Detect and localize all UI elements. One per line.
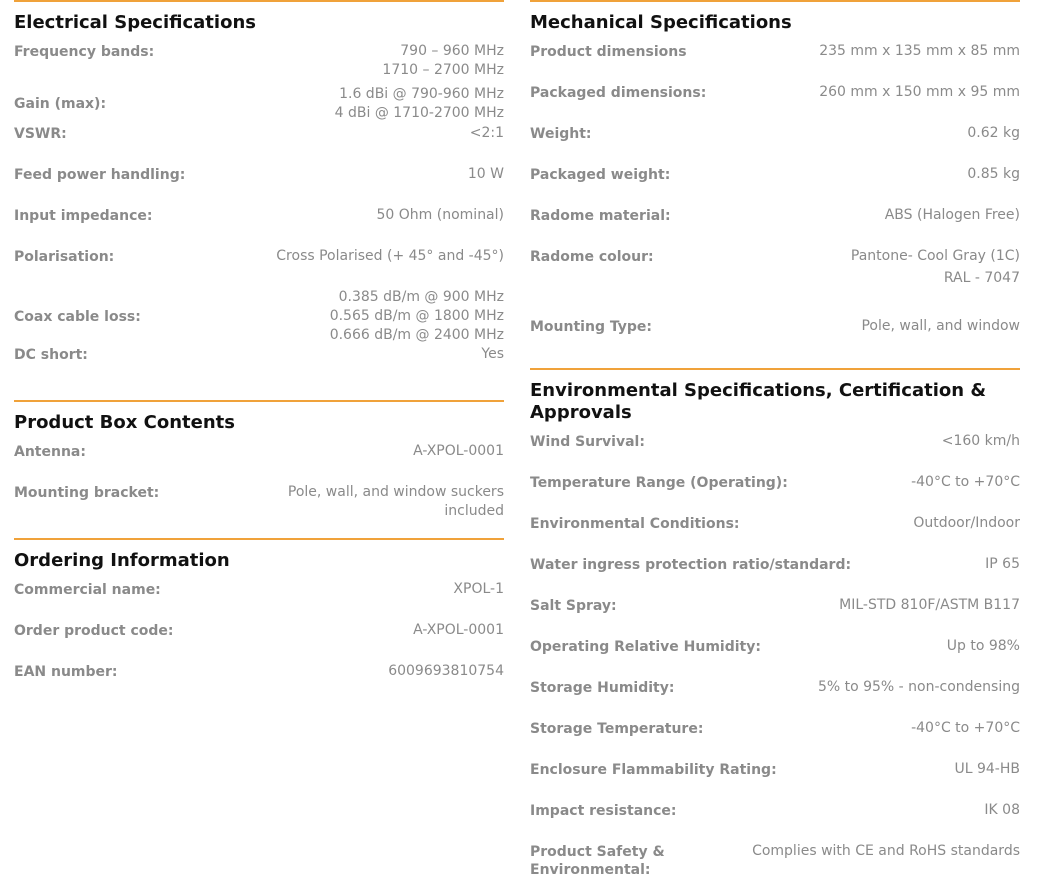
spec-row-frequency-bands (14, 42, 504, 83)
spec-value (335, 85, 504, 123)
spec-row-packaged-dimensions (530, 83, 1020, 124)
spec-label: Frequency bands: (14, 44, 155, 60)
spec-value (453, 580, 504, 599)
spec-value-line: 0.666 dB/m @ 2400 MHz (329, 327, 504, 343)
spec-value (819, 42, 1020, 61)
spec-value (967, 124, 1020, 143)
spec-value (861, 317, 1020, 336)
spec-label: Coax cable loss: (14, 309, 141, 325)
spec-value-line: 0.385 dB/m @ 900 MHz (338, 289, 504, 305)
spec-label: Product Safety & Environmental: (530, 844, 665, 878)
spec-value-line: UL 94-HB (954, 761, 1020, 777)
spec-value (468, 165, 504, 184)
spec-row-impact-resistance (530, 801, 1020, 842)
spec-value (911, 719, 1020, 738)
spec-label: Packaged dimensions: (530, 85, 707, 101)
spec-row-input-impedance (14, 206, 504, 247)
spec-row-dc-short (14, 345, 504, 386)
spec-row-polarisation (14, 247, 504, 288)
spec-row-operating-relative-humidity (530, 637, 1020, 678)
section-ordering-information (14, 538, 504, 703)
spec-label: Commercial name: (14, 582, 161, 598)
spec-row-mounting-type (530, 317, 1020, 358)
spec-value-line: XPOL-1 (453, 581, 504, 597)
spec-value-line: 0.85 kg (967, 166, 1020, 182)
spec-row-water-ingress-protection-ratio-standard (530, 555, 1020, 596)
spec-row-salt-spray (530, 596, 1020, 637)
spec-label: Environmental Conditions: (530, 516, 740, 532)
spec-value (288, 483, 504, 521)
spec-row-wind-survival (530, 432, 1020, 473)
spec-row-radome-material (530, 206, 1020, 247)
section-title: Ordering Information (14, 550, 230, 571)
spec-value (839, 596, 1020, 615)
spec-value-line: MIL-STD 810F/ASTM B117 (839, 597, 1020, 613)
spec-value-line: Pole, wall, and window suckers (287, 484, 504, 500)
spec-value-line: A-XPOL-0001 (413, 443, 504, 459)
spec-value-line: 0.62 kg (967, 125, 1020, 141)
spec-row-radome-colour (530, 247, 1020, 317)
spec-label: Radome material: (530, 208, 671, 224)
spec-value-line: 1.6 dBi @ 790-960 MHz (339, 85, 504, 102)
spec-row-mounting-bracket (14, 483, 504, 524)
spec-row-commercial-name (14, 580, 504, 621)
spec-value-line: 790 – 960 MHz (400, 43, 504, 59)
spec-value (752, 842, 1020, 861)
section-title: Environmental Specifications, Certification & Approvals (530, 380, 987, 423)
spec-label: Storage Humidity: (530, 680, 675, 696)
spec-row-product-safety-environmental (530, 842, 1020, 883)
section-title: Mechanical Specifications (530, 12, 792, 33)
spec-value (330, 288, 504, 345)
spec-label: Gain (max): (14, 96, 107, 112)
spec-value (967, 165, 1020, 184)
spec-label: Product dimensions (530, 44, 687, 60)
spec-label: VSWR: (14, 126, 67, 142)
spec-value-line: Pole, wall, and window (861, 318, 1020, 334)
spec-label: Polarisation: (14, 249, 115, 265)
spec-value-line: A-XPOL-0001 (413, 622, 504, 638)
spec-label: EAN number: (14, 664, 118, 680)
left-column (14, 0, 504, 703)
section-electrical-specifications (14, 0, 504, 386)
spec-value-line: 4 dBi @ 1710-2700 MHz (334, 104, 504, 121)
spec-label: Packaged weight: (530, 167, 671, 183)
spec-label: Order product code: (14, 623, 174, 639)
section-title: Product Box Contents (14, 412, 235, 433)
spec-value-line: Yes (481, 346, 504, 362)
spec-row-environmental-conditions (530, 514, 1020, 555)
spec-value (985, 555, 1020, 574)
spec-row-packaged-weight (530, 165, 1020, 206)
spec-label: Radome colour: (530, 249, 654, 265)
spec-label: Temperature Range (Operating): (530, 475, 788, 491)
spec-row-coax-cable-loss (14, 288, 504, 345)
spec-row-gain-max (14, 83, 504, 124)
spec-value-line: IP 65 (985, 556, 1020, 572)
spec-value (413, 442, 504, 461)
spec-value-line: Cross Polarised (+ 45° and -45°) (276, 248, 504, 264)
spec-value (481, 345, 504, 364)
spec-row-feed-power-handling (14, 165, 504, 206)
spec-row-storage-humidity (530, 678, 1020, 719)
spec-label: Enclosure Flammability Rating: (530, 762, 777, 778)
spec-value-line: 1710 – 2700 MHz (382, 62, 504, 78)
spec-value-line: <160 km/h (941, 433, 1020, 449)
spec-label: Mounting Type: (530, 319, 652, 335)
spec-value (388, 662, 504, 681)
spec-row-vswr (14, 124, 504, 165)
spec-value-line: 235 mm x 135 mm x 85 mm (819, 43, 1020, 59)
spec-value (413, 621, 504, 640)
spec-value-line: -40°C to +70°C (911, 720, 1020, 736)
spec-value-line: 5% to 95% - non-condensing (817, 679, 1020, 695)
spec-value-line: <2:1 (469, 125, 504, 141)
spec-value (913, 514, 1020, 533)
spec-value (947, 637, 1020, 656)
spec-row-product-dimensions (530, 42, 1020, 83)
spec-value-line: ABS (Halogen Free) (884, 207, 1020, 223)
spec-label: Impact resistance: (530, 803, 677, 819)
spec-value (911, 473, 1020, 492)
section-mechanical-specifications (530, 0, 1020, 358)
spec-row-weight (530, 124, 1020, 165)
spec-label: Feed power handling: (14, 167, 186, 183)
spec-value-line: Up to 98% (946, 638, 1020, 654)
section-environmental-specifications-certification-approvals (530, 368, 1020, 883)
spec-label: Antenna: (14, 444, 86, 460)
spec-value (276, 247, 504, 266)
spec-value (377, 206, 504, 225)
spec-value-line: 10 W (467, 166, 504, 182)
spec-row-ean-number (14, 662, 504, 703)
spec-value (382, 42, 504, 80)
spec-value (885, 206, 1020, 225)
spec-label: Water ingress protection ratio/standard: (530, 557, 852, 573)
right-column (530, 0, 1020, 883)
spec-label: DC short: (14, 347, 88, 363)
spec-label: Wind Survival: (530, 434, 645, 450)
spec-label: Salt Spray: (530, 598, 617, 614)
spec-value-line: 0.565 dB/m @ 1800 MHz (329, 308, 504, 324)
spec-value-line: IK 08 (984, 802, 1020, 818)
spec-row-order-product-code (14, 621, 504, 662)
spec-value-line: included (444, 503, 504, 519)
spec-value-line: Complies with CE and RoHS standards (752, 843, 1020, 859)
spec-value-line: -40°C to +70°C (911, 474, 1020, 490)
spec-value-line: Pantone- Cool Gray (1C) (850, 248, 1020, 264)
spec-value (851, 247, 1020, 288)
spec-value-line: 50 Ohm (nominal) (376, 207, 504, 223)
spec-label: Input impedance: (14, 208, 153, 224)
spec-value-line: RAL - 7047 (943, 270, 1020, 286)
section-product-box-contents (14, 400, 504, 524)
spec-label: Weight: (530, 126, 592, 142)
spec-value-line: 6009693810754 (388, 663, 504, 679)
spec-value (942, 432, 1020, 451)
spec-label: Operating Relative Humidity: (530, 639, 761, 655)
spec-value (955, 760, 1021, 779)
spec-value-line: Outdoor/Indoor (913, 515, 1020, 531)
spec-row-storage-temperature (530, 719, 1020, 760)
spec-value-line: 260 mm x 150 mm x 95 mm (819, 84, 1020, 100)
spec-value (470, 124, 504, 143)
spec-value (819, 83, 1020, 102)
spec-label: Storage Temperature: (530, 721, 704, 737)
spec-row-enclosure-flammability-rating (530, 760, 1020, 801)
spec-row-temperature-range-operating (530, 473, 1020, 514)
spec-row-antenna (14, 442, 504, 483)
spec-label: Mounting bracket: (14, 485, 160, 501)
spec-value (984, 801, 1020, 820)
section-title: Electrical Specifications (14, 12, 256, 33)
spec-value (818, 678, 1020, 697)
